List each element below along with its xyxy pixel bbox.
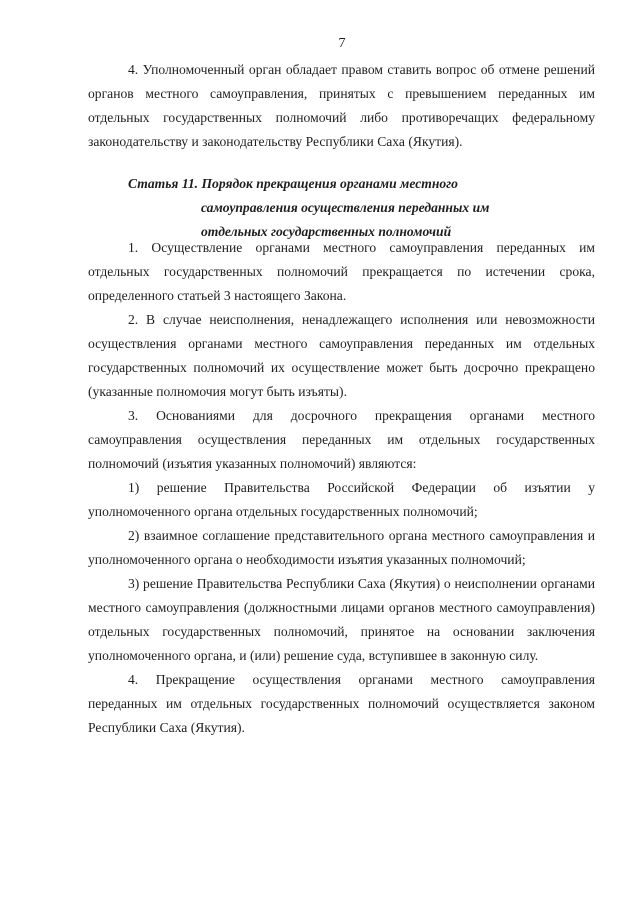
article-paragraph: 3) решение Правительства Республики Саха (Якутия) о неисполнении органами местного самоуправления (должностными лицами органов местного самоуправления) отдельных государственных полномочий, принятое на основании заключения уполномоченного органа, и (или) решение суда, вступившее в законную силу.	[88, 576, 595, 663]
article-paragraph: 2) взаимное соглашение представительного органа местного самоуправления и уполномоченного органа о необходимости изъятия указанных полномочий;	[88, 528, 595, 567]
paragraph-item-4-authority: 4. Уполномоченный орган обладает правом ставить вопрос об отмене решений органов местного самоуправления, принятых с превышением переданных им отдельных государственных полномочий либо противоречащих федеральному законодательству и законодательству Республики Саха (Якутия).	[88, 62, 595, 149]
article-paragraph: 2. В случае неисполнения, ненадлежащего исполнения или невозможности осуществления органами местного самоуправления переданных им отдельных государственных полномочий их осуществление может быть досрочно прекращено (указанные полномочия могут быть изъяты).	[88, 312, 595, 399]
article-body	[88, 236, 595, 740]
article-heading-line: Статья 11. Порядок прекращения органами местного	[128, 176, 458, 191]
article-heading-line: самоуправления осуществления переданных им	[201, 200, 490, 215]
article-paragraph: 4. Прекращение осуществления органами местного самоуправления переданных им отдельных государственных полномочий осуществляется законом Республики Саха (Якутия).	[88, 672, 595, 735]
article-paragraph: 1. Осуществление органами местного самоуправления переданных им отдельных государственных полномочий прекращается по истечении срока, определенного статьей 3 настоящего Закона.	[88, 240, 595, 303]
article-paragraph: 1) решение Правительства Российской Федерации об изъятии у уполномоченного органа отдельных государственных полномочий;	[88, 480, 595, 519]
article-paragraph: 3. Основаниями для досрочного прекращения органами местного самоуправления осуществления переданных им отдельных государственных полномочий (изъятия указанных полномочий) являются:	[88, 408, 595, 471]
page-number: 7	[338, 36, 346, 51]
article-heading-line: отдельных государственных полномочий	[201, 224, 452, 239]
intro-section	[88, 58, 595, 154]
article-heading	[88, 172, 595, 244]
